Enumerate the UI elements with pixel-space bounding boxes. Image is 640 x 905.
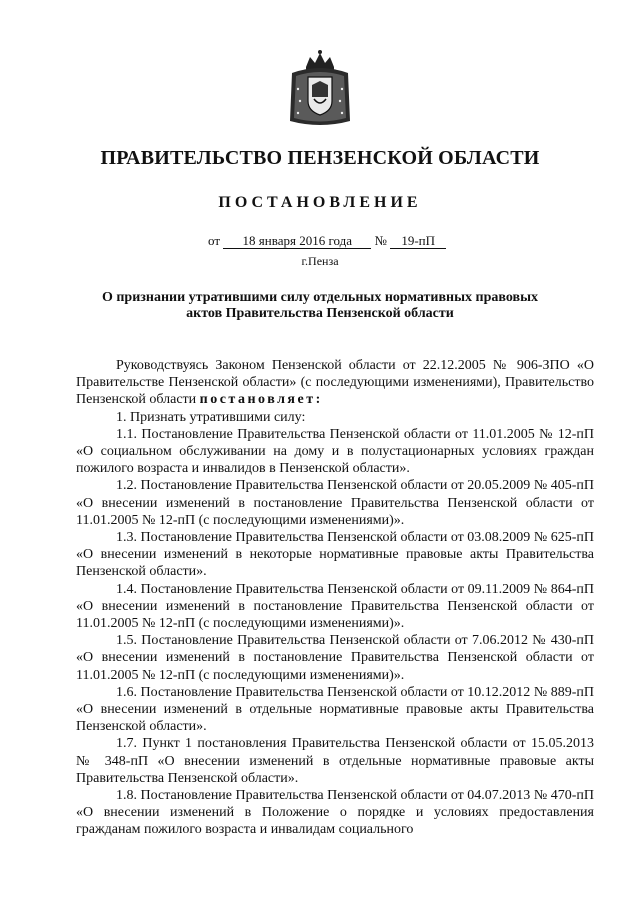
document-type-heading: ПОСТАНОВЛЕНИЕ [218,194,422,211]
subitem-1-1: 1.1. Постановление Правительства Пензенской области от 11.01.2005 № 12-пП «О социальном обслуживании на дому и в полустационарных условиях граждан пожилого возраста и инвалидов в Пензенской области». [76,426,594,477]
document-subject: О признании утратившими силу отдельных нормативных правовых актов Правительства Пензенской области [101,290,539,321]
subitem-1-6: 1.6. Постановление Правительства Пензенской области от 10.12.2012 № 889-пП «О внесении изменений в отдельные нормативные правовые акты Правительства Пензенской области». [76,684,594,735]
coat-of-arms-emblem [286,49,354,131]
subitem-1-4: 1.4. Постановление Правительства Пензенской области от 09.11.2009 № 864-пП «О внесении изменений в постановление Правительства Пензенской области от 11.01.2005 № 12-пП (с последующими изменениями)». [76,581,594,632]
intro-keyword: постановляет: [199,392,323,408]
number-prefix: № [374,233,387,248]
city-name: г.Пенза [301,254,339,268]
document-date: 18 января 2016 года [223,234,371,249]
date-number-line [208,233,446,249]
subitem-1-8: 1.8. Постановление Правительства Пензенской области от 04.07.2013 № 470-пП «О внесении изменений в Положение о порядке и условиях предоставления гражданам пожилого возраста и инвалидам социального [76,788,594,838]
intro-paragraph [76,357,594,409]
subitem-1-5: 1.5. Постановление Правительства Пензенской области от 7.06.2012 № 430-пП «О внесении изменений в постановление Правительства Пензенской области от 11.01.2005 № 12-пП (с последующими изменениями)». [76,633,594,683]
coat-of-arms-icon [286,49,354,131]
subitem-1-3: 1.3. Постановление Правительства Пензенской области от 03.08.2009 № 625-пП «О внесении изменений в некоторые нормативные правовые акты Правительства Пензенской области». [76,530,594,580]
government-title: ПРАВИТЕЛЬСТВО ПЕНЗЕНСКОЙ ОБЛАСТИ [100,147,540,169]
subitem-1-7: 1.7. Пункт 1 постановления Правительства Пензенской области от 15.05.2013 № 348-пП «О внесении изменений в отдельные нормативные правовые акты Правительства Пензенской области». [76,736,594,786]
item-1: 1. Признать утратившими силу: [116,409,306,425]
date-prefix: от [208,233,221,248]
document-number: 19-пП [390,234,446,249]
subitem-1-2: 1.2. Постановление Правительства Пензенской области от 20.05.2009 № 405-пП «О внесении изменений в постановление Правительства Пензенской области от 11.01.2005 № 12-пП (с последующими изменениями)». [76,478,594,528]
document-body [76,357,594,839]
intro-text: Руководствуясь Законом Пензенской области от 22.12.2005 № 906-ЗПО «О Правительстве Пензенской области» (с последующими изменениями), Правительство Пензенской области [76,358,594,408]
